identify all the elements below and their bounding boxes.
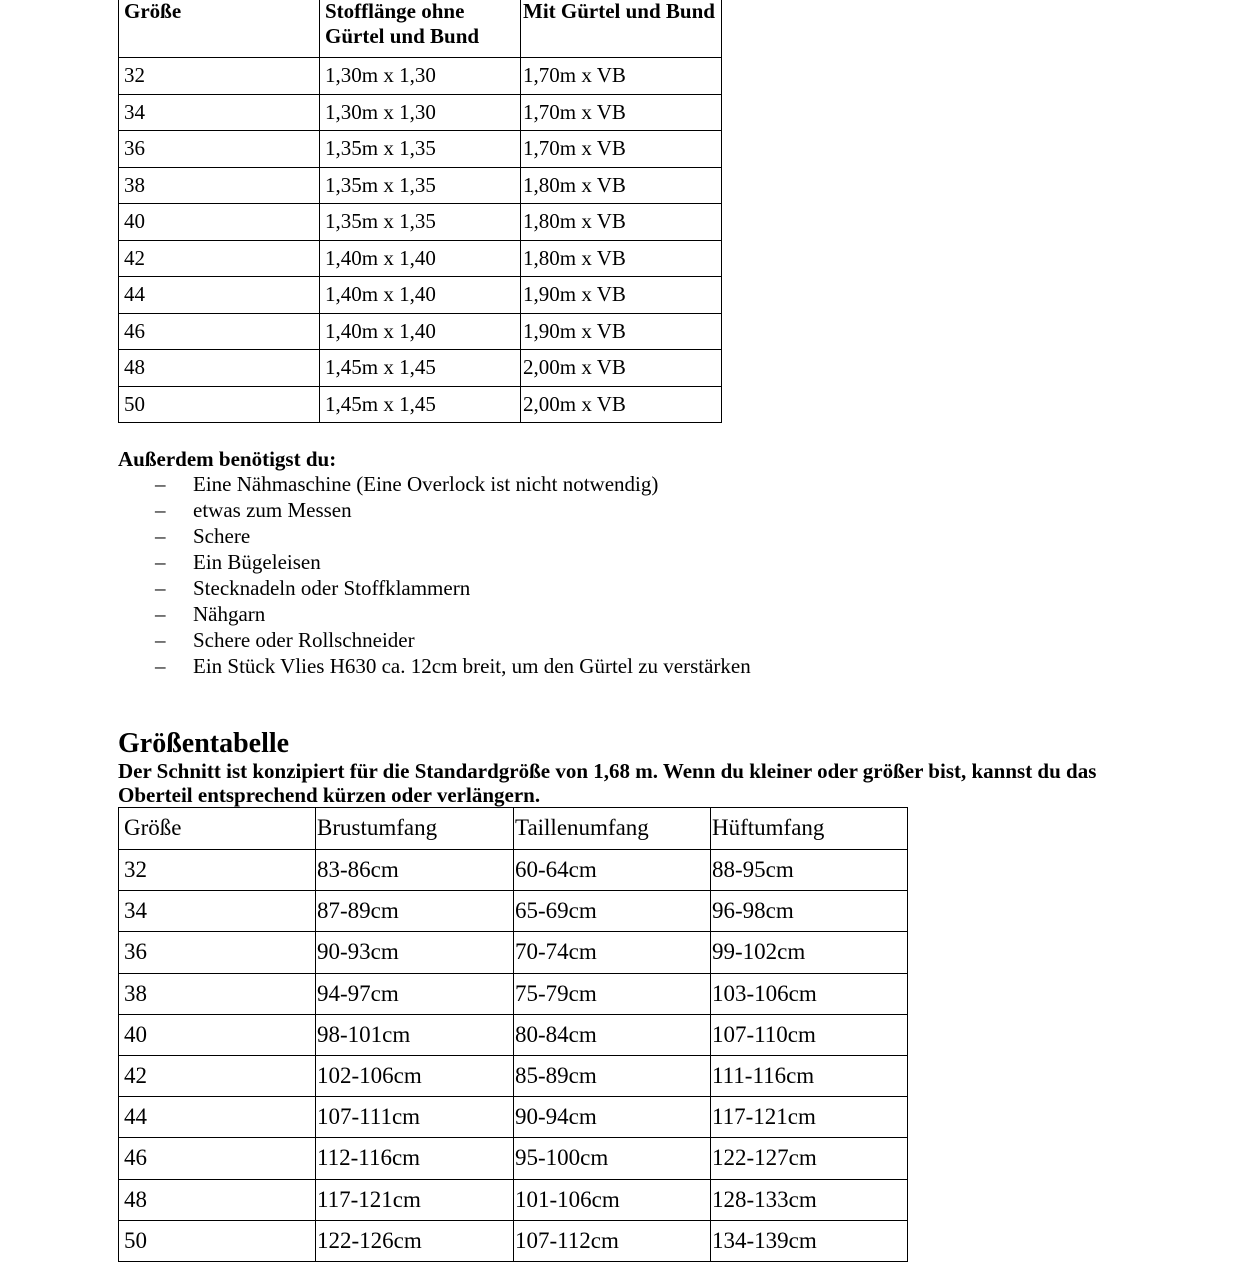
waist-cell: 75-79cm [514, 973, 711, 1014]
bust-cell: 98-101cm [316, 1014, 514, 1055]
materials-heading: Außerdem benötigst du: [118, 447, 337, 471]
with-belt-cell: 1,80m x VB [521, 204, 722, 241]
size-cell: 48 [119, 1179, 316, 1220]
list-item-text: Ein Bügeleisen [193, 550, 321, 574]
hip-cell: 111-116cm [711, 1055, 908, 1096]
table-row [119, 1014, 908, 1055]
waist-cell: 80-84cm [514, 1014, 711, 1055]
table-row [119, 350, 722, 387]
fabric-requirements-table [118, 0, 722, 423]
size-cell: 34 [119, 94, 320, 131]
list-item-text: Nähgarn [193, 602, 266, 626]
list-item [0, 653, 751, 679]
size-cell: 44 [119, 1097, 316, 1138]
bust-cell: 83-86cm [316, 850, 514, 891]
size-cell: 32 [119, 58, 320, 95]
waist-cell: 95-100cm [514, 1138, 711, 1179]
dash-bullet: – [155, 472, 166, 496]
size-cell: 50 [119, 386, 320, 423]
size-cell: 42 [119, 1055, 316, 1096]
bust-cell: 94-97cm [316, 973, 514, 1014]
hip-cell: 88-95cm [711, 850, 908, 891]
with-belt-cell: 2,00m x VB [521, 350, 722, 387]
header-cell-with-belt: Mit Gürtel und Bund [521, 0, 722, 58]
table-row [119, 1179, 908, 1220]
waist-cell: 65-69cm [514, 891, 711, 932]
list-item-text: etwas zum Messen [193, 498, 352, 522]
table-row [119, 850, 908, 891]
waist-cell: 70-74cm [514, 932, 711, 973]
list-item [0, 523, 751, 549]
hip-cell: 107-110cm [711, 1014, 908, 1055]
list-item [0, 627, 751, 653]
list-item [0, 575, 751, 601]
size-cell: 42 [119, 240, 320, 277]
size-chart-table [118, 807, 908, 1262]
with-belt-cell: 1,90m x VB [521, 277, 722, 314]
waist-cell: 107-112cm [514, 1220, 711, 1261]
dash-bullet: – [155, 498, 166, 522]
table-row [119, 973, 908, 1014]
size-cell: 40 [119, 204, 320, 241]
fabric-length-cell: 1,35m x 1,35 [320, 204, 521, 241]
hip-cell: 96-98cm [711, 891, 908, 932]
size-cell: 50 [119, 1220, 316, 1261]
bust-cell: 122-126cm [316, 1220, 514, 1261]
with-belt-cell: 1,80m x VB [521, 167, 722, 204]
size-cell: 38 [119, 167, 320, 204]
list-item [0, 549, 751, 575]
table-row [119, 1097, 908, 1138]
fabric-length-cell: 1,45m x 1,45 [320, 386, 521, 423]
bust-cell: 107-111cm [316, 1097, 514, 1138]
hip-cell: 99-102cm [711, 932, 908, 973]
list-item [0, 497, 751, 523]
header-cell-fabric-length: Stofflänge ohne Gürtel und Bund [320, 0, 521, 58]
dash-bullet: – [155, 602, 166, 626]
hip-cell: 122-127cm [711, 1138, 908, 1179]
table-row [119, 313, 722, 350]
table-header-row [119, 808, 908, 850]
table-row [119, 240, 722, 277]
size-chart-title: Größentabelle [118, 728, 290, 759]
size-cell: 46 [119, 313, 320, 350]
table-row [119, 1138, 908, 1179]
table-row [119, 891, 908, 932]
dash-bullet: – [155, 550, 166, 574]
table-row [119, 277, 722, 314]
header-cell-hip: Hüftumfang [711, 808, 908, 850]
bust-cell: 90-93cm [316, 932, 514, 973]
materials-list [0, 471, 751, 679]
with-belt-cell: 2,00m x VB [521, 386, 722, 423]
header-cell-bust: Brustumfang [316, 808, 514, 850]
size-cell: 46 [119, 1138, 316, 1179]
size-cell: 40 [119, 1014, 316, 1055]
hip-cell: 117-121cm [711, 1097, 908, 1138]
with-belt-cell: 1,70m x VB [521, 94, 722, 131]
list-item [0, 601, 751, 627]
size-cell: 32 [119, 850, 316, 891]
fabric-length-cell: 1,30m x 1,30 [320, 58, 521, 95]
list-item-text: Stecknadeln oder Stoffklammern [193, 576, 471, 600]
table-header-row [119, 0, 722, 58]
fabric-length-cell: 1,45m x 1,45 [320, 350, 521, 387]
with-belt-cell: 1,70m x VB [521, 58, 722, 95]
size-cell: 36 [119, 932, 316, 973]
table-row [119, 131, 722, 168]
with-belt-cell: 1,80m x VB [521, 240, 722, 277]
list-item-text: Schere [193, 524, 251, 548]
hip-cell: 134-139cm [711, 1220, 908, 1261]
fabric-length-cell: 1,40m x 1,40 [320, 240, 521, 277]
list-item-text: Schere oder Rollschneider [193, 628, 415, 652]
fabric-length-cell: 1,35m x 1,35 [320, 131, 521, 168]
bust-cell: 117-121cm [316, 1179, 514, 1220]
list-item-text: Ein Stück Vlies H630 ca. 12cm breit, um den Gürtel zu verstärken [193, 654, 751, 678]
header-cell-size: Größe [119, 0, 320, 58]
waist-cell: 101-106cm [514, 1179, 711, 1220]
table-row [119, 386, 722, 423]
waist-cell: 90-94cm [514, 1097, 711, 1138]
table-row [119, 94, 722, 131]
table-row [119, 58, 722, 95]
header-cell-waist: Taillenumfang [514, 808, 711, 850]
size-cell: 44 [119, 277, 320, 314]
dash-bullet: – [155, 654, 166, 678]
list-item [0, 471, 751, 497]
dash-bullet: – [155, 576, 166, 600]
hip-cell: 128-133cm [711, 1179, 908, 1220]
size-cell: 48 [119, 350, 320, 387]
with-belt-cell: 1,90m x VB [521, 313, 722, 350]
bust-cell: 112-116cm [316, 1138, 514, 1179]
table-row [119, 167, 722, 204]
waist-cell: 60-64cm [514, 850, 711, 891]
dash-bullet: – [155, 524, 166, 548]
header-cell-size: Größe [119, 808, 316, 850]
table-row [119, 932, 908, 973]
fabric-length-cell: 1,35m x 1,35 [320, 167, 521, 204]
size-cell: 34 [119, 891, 316, 932]
size-cell: 36 [119, 131, 320, 168]
fabric-length-cell: 1,40m x 1,40 [320, 313, 521, 350]
bust-cell: 102-106cm [316, 1055, 514, 1096]
list-item-text: Eine Nähmaschine (Eine Overlock ist nicht notwendig) [193, 472, 659, 496]
dash-bullet: – [155, 628, 166, 652]
with-belt-cell: 1,70m x VB [521, 131, 722, 168]
size-chart-note: Der Schnitt ist konzipiert für die Standardgröße von 1,68 m. Wenn du kleiner oder größer bist, kannst du das Oberteil entsprechend kürzen oder verlängern. [118, 759, 1097, 807]
size-cell: 38 [119, 973, 316, 1014]
table-row [119, 1055, 908, 1096]
fabric-length-cell: 1,40m x 1,40 [320, 277, 521, 314]
waist-cell: 85-89cm [514, 1055, 711, 1096]
hip-cell: 103-106cm [711, 973, 908, 1014]
bust-cell: 87-89cm [316, 891, 514, 932]
table-row [119, 204, 722, 241]
fabric-length-cell: 1,30m x 1,30 [320, 94, 521, 131]
